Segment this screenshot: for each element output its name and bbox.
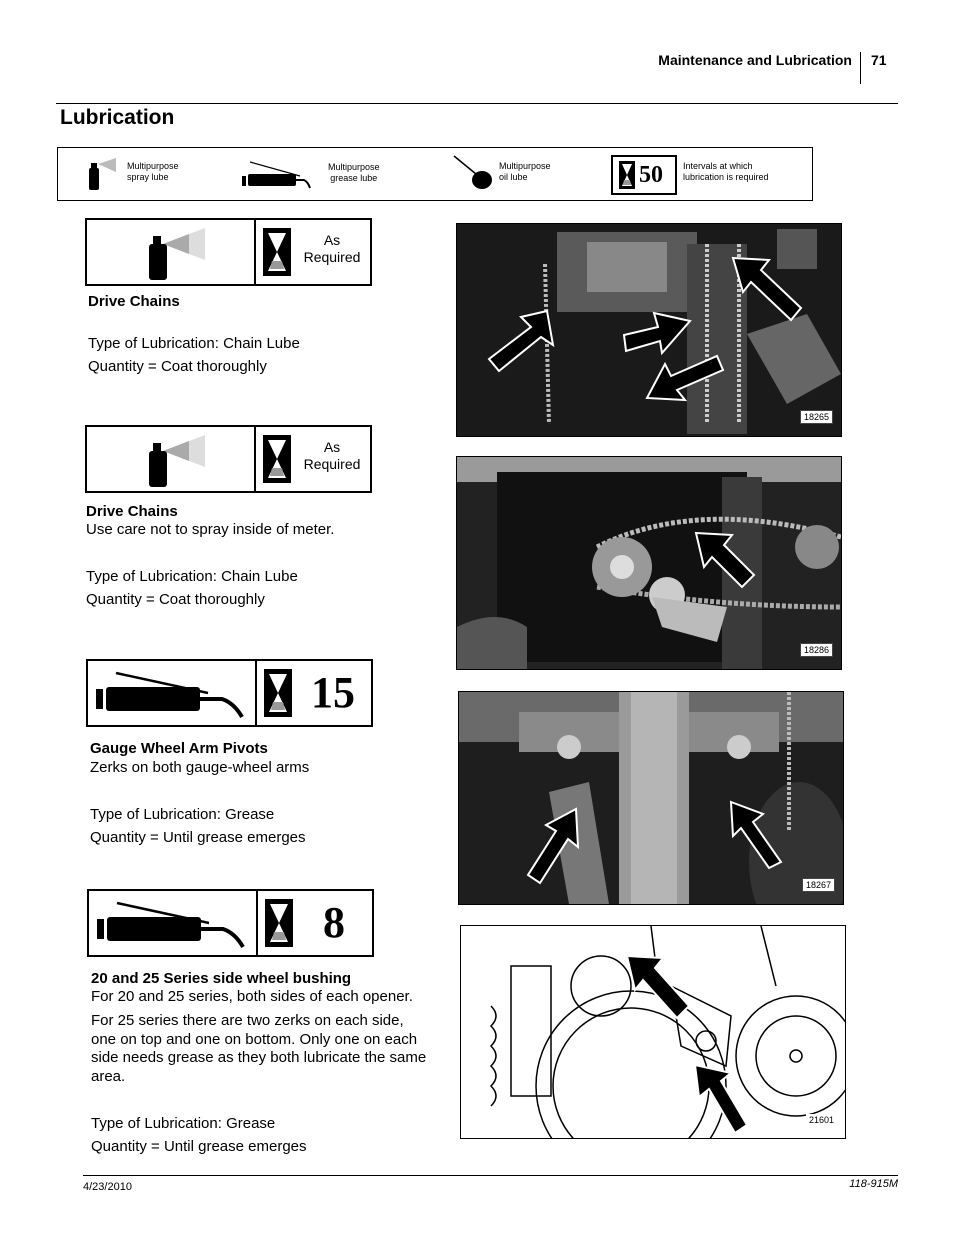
grease-gun-icon	[96, 669, 248, 721]
photo-drive-chains-2	[456, 456, 842, 670]
spray-can-icon	[145, 228, 207, 280]
lube-quantity: Quantity = Coat thoroughly	[86, 591, 265, 608]
grease-gun-icon	[242, 158, 332, 192]
arrow-icon	[524, 807, 582, 887]
item-note: For 20 and 25 series, both sides of each opener.	[91, 988, 413, 1005]
interval-label: As Required	[303, 232, 361, 265]
header-rule	[56, 103, 898, 104]
lubrication-legend	[57, 147, 813, 201]
spray-can-icon	[145, 435, 207, 487]
lube-card-2	[85, 425, 372, 493]
item-heading: Drive Chains	[88, 293, 180, 310]
hourglass-icon	[264, 669, 292, 717]
lube-type: Type of Lubrication: Chain Lube	[86, 568, 298, 585]
hourglass-icon	[265, 899, 293, 947]
arrow-icon	[727, 800, 787, 870]
figure-number: 18267	[802, 878, 835, 892]
photo-side-wheel-bushing	[460, 925, 846, 1139]
footer-rule	[83, 1175, 898, 1176]
arrow-icon	[485, 309, 555, 374]
lube-type: Type of Lubrication: Chain Lube	[88, 335, 300, 352]
item-note: Zerks on both gauge-wheel arms	[90, 759, 310, 776]
lube-card-1	[85, 218, 372, 286]
legend-grease-label: Multipurpose grease lube	[328, 162, 380, 183]
interval-number: 15	[311, 668, 355, 717]
interval-label: As Required	[303, 439, 361, 472]
interval-example-box	[611, 155, 677, 195]
item-heading: 20 and 25 Series side wheel bushing	[91, 970, 352, 987]
item-heading: Gauge Wheel Arm Pivots	[90, 740, 268, 757]
grease-gun-icon	[97, 899, 249, 951]
lube-type: Type of Lubrication: Grease	[91, 1115, 276, 1132]
legend-spray-label: Multipurpose spray lube	[127, 161, 179, 182]
figure-number: 21601	[806, 1114, 837, 1126]
legend-oil-label: Multipurpose oil lube	[499, 161, 551, 182]
photo-gauge-wheel-arm-pivots	[458, 691, 844, 905]
item-note: Use care not to spray inside of meter.	[86, 521, 335, 538]
photo-drive-chains-1	[456, 223, 842, 437]
item-note-detail: For 25 series there are two zerks on each side, one on top and one on bottom. Only one on each side needs grease as they both lubricate the same area.	[91, 1012, 427, 1085]
arrow-icon	[622, 309, 694, 359]
footer-date: 4/23/2010	[83, 1181, 132, 1193]
page-title: Lubrication	[60, 106, 175, 129]
lube-card-3	[86, 659, 373, 727]
legend-interval-label: Intervals at which lubrication is required	[683, 161, 769, 182]
arrow-icon	[692, 529, 758, 591]
interval-number: 8	[323, 898, 345, 947]
page-number: 71	[871, 52, 887, 68]
lube-card-4	[87, 889, 374, 957]
figure-number: 18286	[800, 643, 833, 657]
interval-example-number: 50	[639, 162, 663, 188]
lube-quantity: Quantity = Until grease emerges	[90, 829, 306, 846]
lube-quantity: Quantity = Coat thoroughly	[88, 358, 267, 375]
arrow-icon	[623, 952, 693, 1024]
footer-doc-number: 118-915M	[849, 1178, 898, 1190]
header-divider	[860, 52, 861, 84]
lube-quantity: Quantity = Until grease emerges	[91, 1138, 307, 1155]
item-heading: Drive Chains	[86, 503, 178, 520]
arrow-icon	[729, 254, 804, 324]
arrow-icon	[645, 354, 725, 404]
hourglass-icon	[263, 435, 291, 483]
section-title: Maintenance and Lubrication	[658, 52, 852, 68]
figure-number: 18265	[800, 410, 833, 424]
oil-can-icon	[452, 154, 496, 192]
hourglass-icon	[263, 228, 291, 276]
lube-type: Type of Lubrication: Grease	[90, 806, 275, 823]
hourglass-icon	[619, 161, 635, 189]
arrow-icon	[691, 1061, 751, 1136]
spray-can-icon	[86, 158, 116, 192]
